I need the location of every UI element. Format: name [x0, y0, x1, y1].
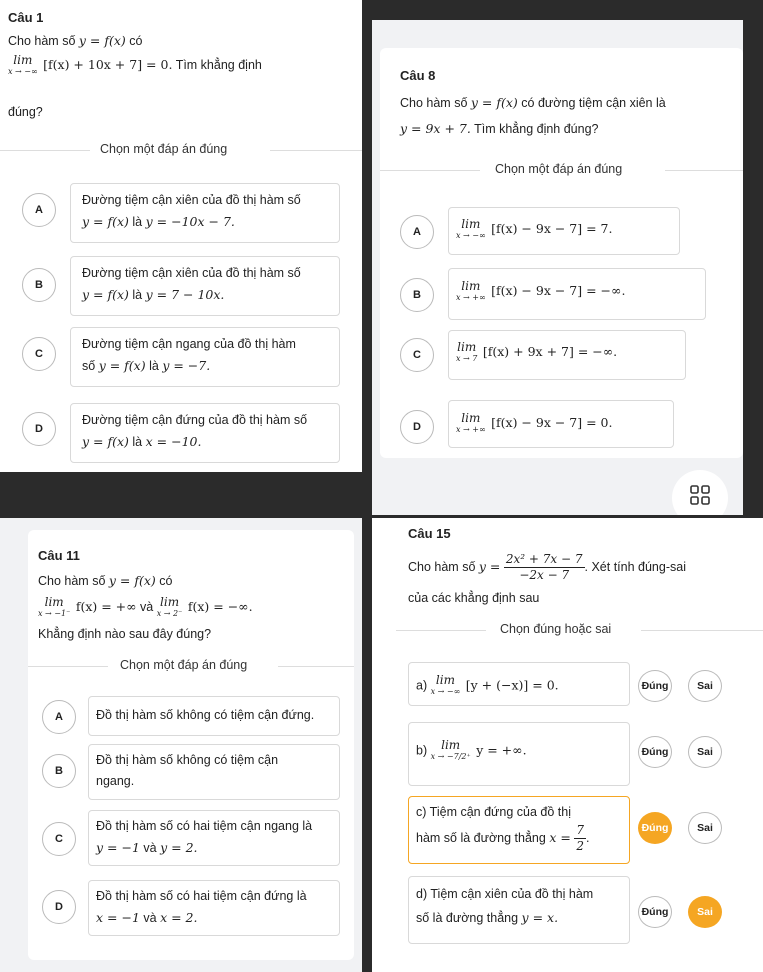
question-15-panel	[372, 518, 763, 972]
option-b-letter[interactable]: B	[42, 754, 76, 788]
statement-d-text: d) Tiệm cận xiên của đồ thị hàm số là đường thẳng y = x.	[416, 887, 594, 925]
option-a-letter[interactable]: A	[400, 215, 434, 249]
option-a-text: Đồ thị hàm số không có tiệm cận đứng.	[96, 708, 315, 722]
question-8-title: Câu 8	[400, 68, 436, 83]
true-button-d[interactable]: Đúng	[638, 896, 672, 928]
option-c-letter[interactable]: C	[400, 338, 434, 372]
question-8-stem: Cho hàm số y = f(x) có đường tiệm cận xiên là	[400, 95, 666, 110]
option-c-text: Đường tiệm cận ngang của đồ thị hàm số y = f(x) là y = −7.	[82, 337, 296, 373]
question-11-title: Câu 11	[38, 548, 80, 563]
statement-c-text: c) Tiệm cận đứng của đồ thị hàm số là đường thẳng x = $\frac{7}{2}$ .	[416, 805, 590, 854]
option-d-letter[interactable]: D	[22, 412, 56, 446]
question-15-stem-2: của các khẳng định sau	[408, 591, 540, 605]
option-d-text: lim x → +∞ [f(x) − 9x − 7] = 0.	[456, 410, 613, 434]
question-15-title: Câu 15	[408, 526, 451, 541]
instruction-text: Chọn một đáp án đúng	[100, 142, 228, 156]
instruction-text: Chọn một đáp án đúng	[495, 162, 623, 176]
limit: lim x → −∞	[8, 52, 38, 76]
instruction-text: Chọn đúng hoặc sai	[500, 622, 612, 636]
option-c-letter[interactable]: C	[22, 337, 56, 371]
option-a-letter[interactable]: A	[22, 193, 56, 227]
false-button-a[interactable]: Sai	[688, 670, 722, 702]
grid-icon[interactable]	[672, 470, 728, 515]
instruction-divider	[0, 142, 362, 162]
true-button-a[interactable]: Đúng	[638, 670, 672, 702]
question-1-stem-end: đúng?	[8, 105, 43, 119]
instruction-divider	[380, 162, 743, 182]
fraction: $\frac{\text{2x² + 7x − 7}}{-2x - 7}$	[505, 552, 583, 583]
question-15-stem: Cho hàm số y = $\frac{\text{2x² + 7x − 7}}{-2x - 7}$ . Xét tính đúng-sai	[408, 552, 686, 583]
question-8-panel	[372, 20, 743, 515]
option-b-text: lim x → +∞ [f(x) − 9x − 7] = −∞.	[456, 278, 626, 302]
question-1-limit: lim x → −∞ [f(x) + 10x + 7] = 0. Tìm khẳng định	[8, 52, 262, 76]
true-button-b[interactable]: Đúng	[638, 736, 672, 768]
question-11-panel	[0, 518, 362, 972]
option-c-text: Đồ thị hàm số có hai tiệm cận ngang là y = −1 và y = 2.	[96, 819, 313, 855]
statement-a-text: a) lim x → −∞ [y + (−x)] = 0.	[416, 673, 559, 696]
false-button-c[interactable]: Sai	[688, 812, 722, 844]
question-1-stem: Cho hàm số y = f(x) có	[8, 33, 143, 48]
question-11-stem: Cho hàm số y = f(x) có	[38, 573, 173, 588]
question-1-title: Câu 1	[8, 10, 44, 25]
option-d-text: Đường tiệm cận đứng của đồ thị hàm số y = f(x) là x = −10.	[82, 413, 308, 449]
instruction-divider	[396, 622, 763, 642]
instruction-divider	[28, 658, 354, 678]
question-11-limits: lim x → −1⁻ f(x) = +∞ và lim x → 2⁻ f(x) = −∞.	[38, 594, 253, 618]
option-b-letter[interactable]: B	[400, 278, 434, 312]
option-a-letter[interactable]: A	[42, 700, 76, 734]
option-d-letter[interactable]: D	[42, 890, 76, 924]
false-button-b[interactable]: Sai	[688, 736, 722, 768]
option-d-text: Đồ thị hàm số có hai tiệm cận đứng là x = −1 và x = 2.	[96, 889, 307, 925]
option-d-letter[interactable]: D	[400, 410, 434, 444]
option-b-text: Đường tiệm cận xiên của đồ thị hàm số y = f(x) là y = 7 − 10x.	[82, 266, 301, 302]
option-b-text: Đồ thị hàm số không có tiệm cận ngang.	[96, 753, 279, 788]
option-c-letter[interactable]: C	[42, 822, 76, 856]
question-11-question: Khẳng định nào sau đây đúng?	[38, 627, 212, 641]
option-a-text: lim x → −∞ [f(x) − 9x − 7] = 7.	[456, 216, 613, 240]
false-button-d[interactable]: Sai	[688, 896, 722, 928]
true-button-c[interactable]: Đúng	[638, 812, 672, 844]
option-c-text: lim x → 7 [f(x) + 9x + 7] = −∞.	[456, 339, 618, 363]
statement-b-text: b) lim x → −7/2⁺ y = +∞.	[416, 738, 527, 761]
instruction-text: Chọn một đáp án đúng	[120, 658, 248, 672]
question-8-stem-2: y = 9x + 7. Tìm khẳng định đúng?	[400, 121, 599, 136]
option-b-letter[interactable]: B	[22, 268, 56, 302]
question-1-panel	[0, 0, 362, 472]
option-a-text: Đường tiệm cận xiên của đồ thị hàm số y = f(x) là y = −10x − 7.	[82, 193, 301, 229]
